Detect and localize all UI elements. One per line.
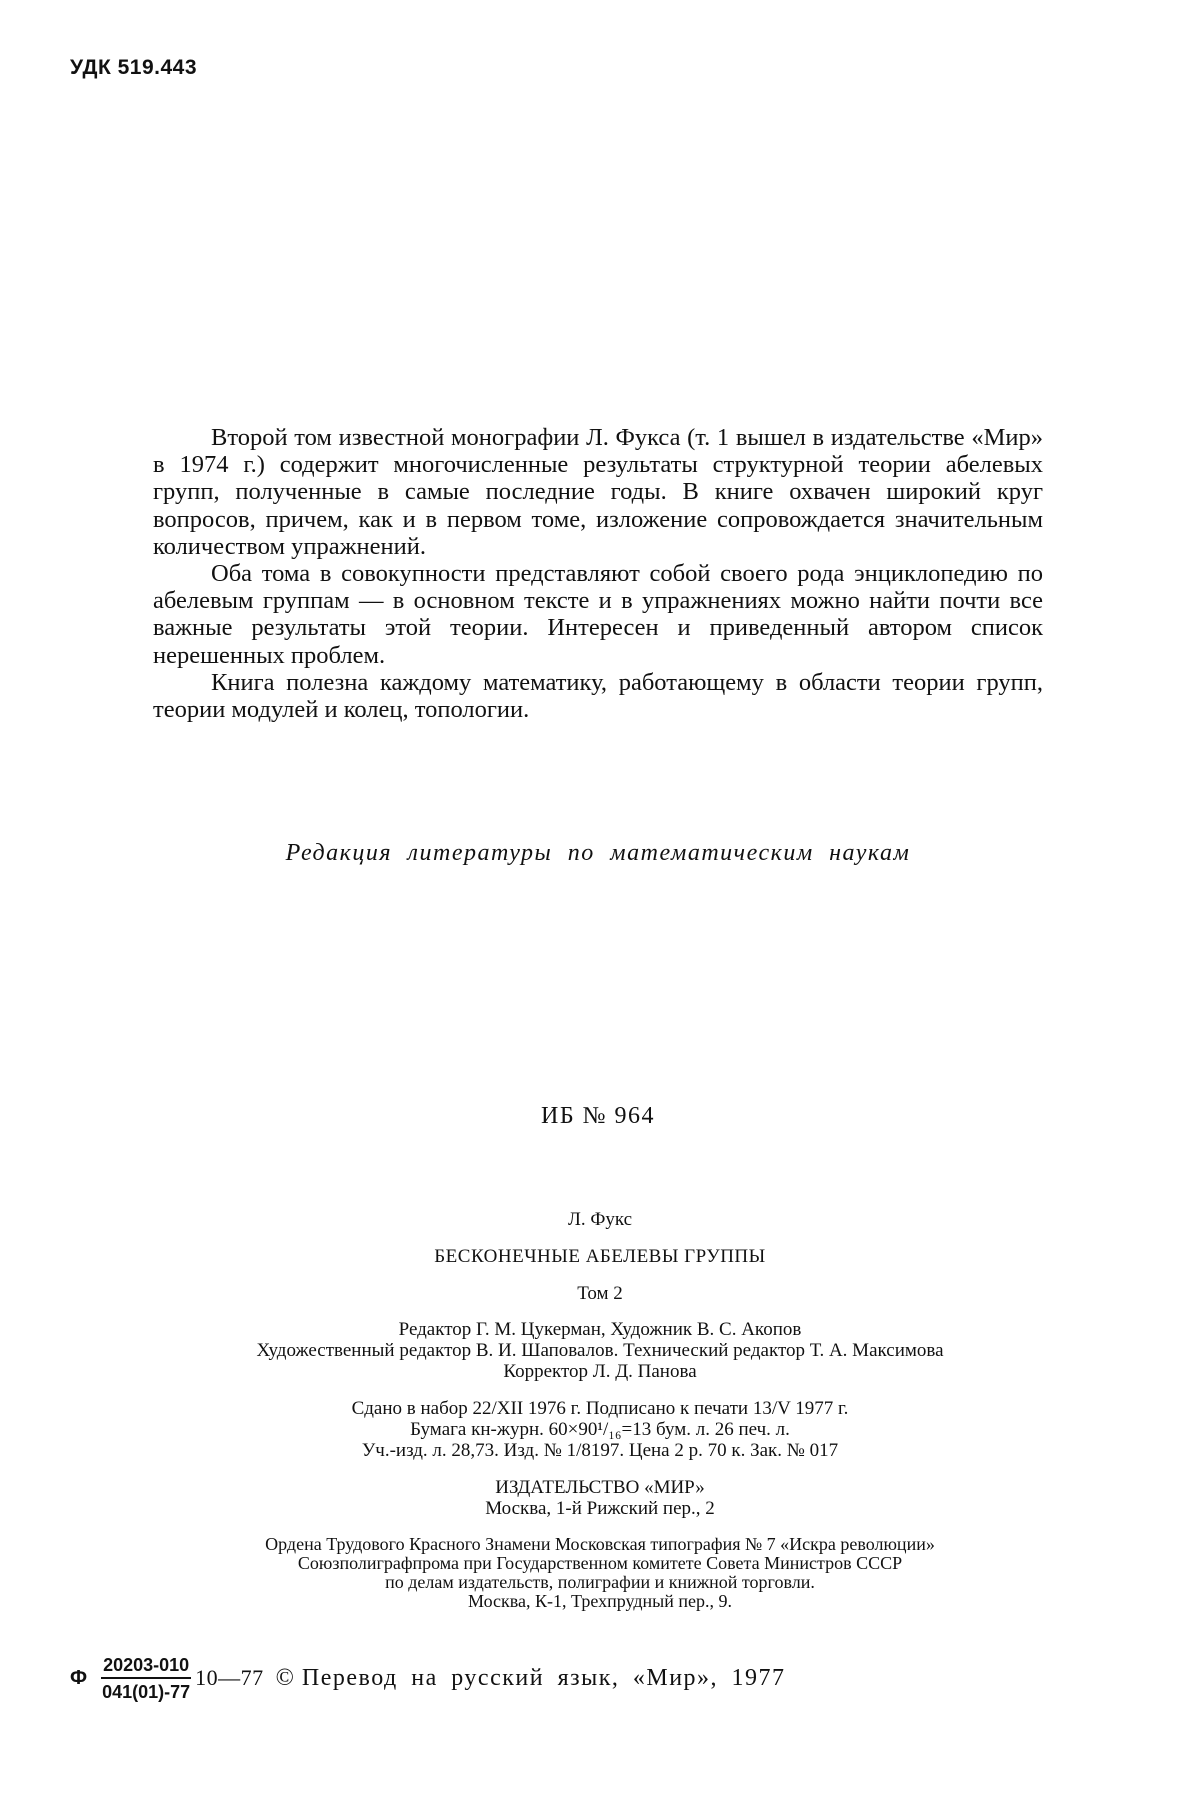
staff-line-2: Художественный редактор В. И. Шаповалов. Технический редактор Т. А. Максимова: [256, 1340, 944, 1361]
copyright-icon: ©: [275, 1664, 294, 1691]
staff-line-3: Корректор Л. Д. Панова: [503, 1361, 697, 1382]
print-details-line-3: Уч.-изд. л. 28,73. Изд. № 1/8197. Цена 2 р. 70 к. Зак. № 017: [361, 1440, 839, 1461]
staff-line-1: Редактор Г. М. Цукерман, Художник В. С. Акопов: [398, 1319, 802, 1340]
index-suffix: 10—77: [195, 1665, 264, 1690]
publisher-address: Москва, 1-й Рижский пер., 2: [485, 1498, 715, 1519]
colophon-title: БЕСКОНЕЧНЫЕ АБЕЛЕВЫ ГРУППЫ: [434, 1246, 766, 1267]
annotation-paragraph-2: Оба тома в совокупности представляют собой своего рода энциклопедию по абелевым группам — в основном тексте и в упражнениях можно найти почти все важные результаты этой теории. Интересен и приведенный автором список нерешенных проблем.: [153, 560, 1043, 669]
colophon-author: Л. Фукс: [567, 1209, 633, 1230]
annotation-paragraph-3: Книга полезна каждому математику, работающему в области теории групп, теории модулей и колец, топологии.: [153, 668, 1043, 724]
print-details-line-1: Сдано в набор 22/XII 1976 г. Подписано к печати 13/V 1977 г.: [351, 1398, 849, 1419]
index-letter: Ф: [70, 1666, 88, 1689]
udk-code: УДК 519.443: [70, 56, 198, 79]
editorial-office: Редакция литературы по математическим наукам: [285, 840, 911, 866]
colophon-volume: Том 2: [577, 1283, 623, 1304]
printing-house-line-4: Москва, К-1, Трехпрудный пер., 9.: [468, 1591, 732, 1611]
publication-index-fraction: [101, 1654, 191, 1703]
copyright-text: Перевод на русский язык, «Мир», 1977: [301, 1664, 786, 1691]
printing-house-line-3: по делам издательств, полиграфии и книжной торговли.: [385, 1572, 815, 1592]
colophon: [100, 1208, 1100, 1611]
printing-house-line-2: Союзполиграфпрома при Государственном комитете Совета Министров СССР: [297, 1553, 903, 1573]
index-and-copyright: [70, 1648, 786, 1708]
index-numerator: 20203-010: [101, 1654, 191, 1679]
ib-number: ИБ № 964: [540, 1103, 655, 1129]
index-denominator: 041(01)-77: [102, 1681, 191, 1702]
printing-house-line-1: Ордена Трудового Красного Знамени Московская типография № 7 «Искра революции»: [265, 1534, 935, 1554]
publisher-name: ИЗДАТЕЛЬСТВО «МИР»: [495, 1477, 705, 1498]
annotation-paragraph-1: Второй том известной монографии Л. Фукса (т. 1 вышел в издательстве «Мир» в 1974 г.) содержит многочисленные результаты структурной теории абелевых групп, полученные в самые последние годы. В книге охвачен широкий круг вопросов, причем, как и в первом томе, изложение сопровождается значительным количеством упражнений.: [153, 424, 1043, 560]
book-annotation: [153, 424, 1043, 723]
print-details-line-2: Бумага кн-журн. 60×90¹/₁₆=13 бум. л. 26 печ. л.: [410, 1419, 790, 1440]
